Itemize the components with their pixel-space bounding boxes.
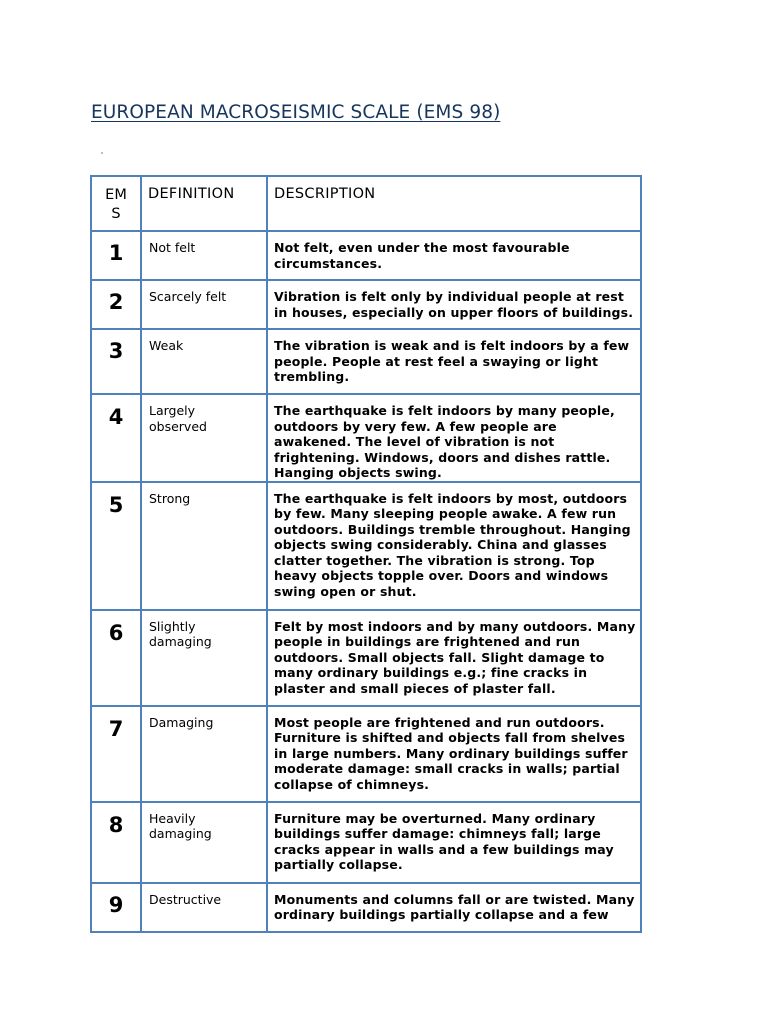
ems-level: 7	[91, 706, 141, 802]
ems-description: The vibration is weak and is felt indoors by a few people. People at rest feel a swaying or light trembling.	[267, 329, 641, 394]
table-header-row	[91, 176, 641, 231]
ems-definition: Weak	[141, 329, 267, 394]
ems-level: 4	[91, 394, 141, 482]
stray-mark	[101, 152, 103, 154]
ems-definition: Damaging	[141, 706, 267, 802]
ems-level: 3	[91, 329, 141, 394]
ems-definition: Not felt	[141, 231, 267, 280]
ems-level: 5	[91, 482, 141, 610]
ems-description-text: Monuments and columns fall or are twisted. Many ordinary buildings partially collapse and a few	[274, 891, 635, 922]
ems-definition-text: Slightly damaging	[149, 618, 212, 649]
ems-definition: Destructive	[141, 883, 267, 932]
ems-description: Most people are frightened and run outdoors. Furniture is shifted and objects fall from shelves in large numbers. Many ordinary buildings suffer moderate damage: small cracks in walls; partial collapse of chimneys.	[267, 706, 641, 802]
ems-level: 6	[91, 610, 141, 706]
ems-level: 2	[91, 280, 141, 329]
ems-definition: Scarcely felt	[141, 280, 267, 329]
ems-definition: Strong	[141, 482, 267, 610]
ems-description	[267, 883, 641, 932]
ems-description: Furniture may be overturned. Many ordinary buildings suffer damage: chimneys fall; large cracks appear in walls and a few buildings may partially collapse.	[267, 802, 641, 883]
header-definition: DEFINITION	[141, 176, 267, 231]
ems-definition-text: Heavily damaging	[149, 810, 212, 841]
ems-definition	[141, 610, 267, 706]
table-row	[91, 802, 641, 883]
ems-description: The earthquake is felt indoors by most, outdoors by few. Many sleeping people awake. A few run outdoors. Buildings tremble throughout. Hanging objects swing considerably. China and glasses clatter together. The vibration is strong. Top heavy objects topple over. Doors and windows swing open or shut.	[267, 482, 641, 610]
table-row	[91, 280, 641, 329]
ems-level: 9	[91, 883, 141, 932]
ems-definition	[141, 802, 267, 883]
table-row	[91, 394, 641, 482]
ems-definition-text: Largely observed	[149, 403, 207, 434]
header-ems-label: EM S	[105, 187, 127, 222]
ems-description: Felt by most indoors and by many outdoors. Many people in buildings are frightened and run outdoors. Small objects fall. Slight damage to many ordinary buildings e.g.; fine cracks in plaster and small pieces of plaster fall.	[267, 610, 641, 706]
ems-level: 1	[91, 231, 141, 280]
ems-definition	[141, 394, 267, 482]
ems-level: 8	[91, 802, 141, 883]
header-ems	[91, 176, 141, 231]
ems-description: Vibration is felt only by individual people at rest in houses, especially on upper floors of buildings.	[267, 280, 641, 329]
table-row	[91, 482, 641, 610]
table-row	[91, 883, 641, 932]
header-description: DESCRIPTION	[267, 176, 641, 231]
table-row	[91, 231, 641, 280]
ems-description: Not felt, even under the most favourable circumstances.	[267, 231, 641, 280]
table-row	[91, 706, 641, 802]
table-row	[91, 329, 641, 394]
document-title: EUROPEAN MACROSEISMIC SCALE (EMS 98)	[91, 102, 501, 123]
table-row	[91, 610, 641, 706]
ems-description: The earthquake is felt indoors by many people, outdoors by very few. A few people are awakened. The level of vibration is not frightening. Windows, doors and dishes rattle. Hanging objects swing.	[267, 394, 641, 482]
ems-scale-table	[90, 175, 642, 933]
